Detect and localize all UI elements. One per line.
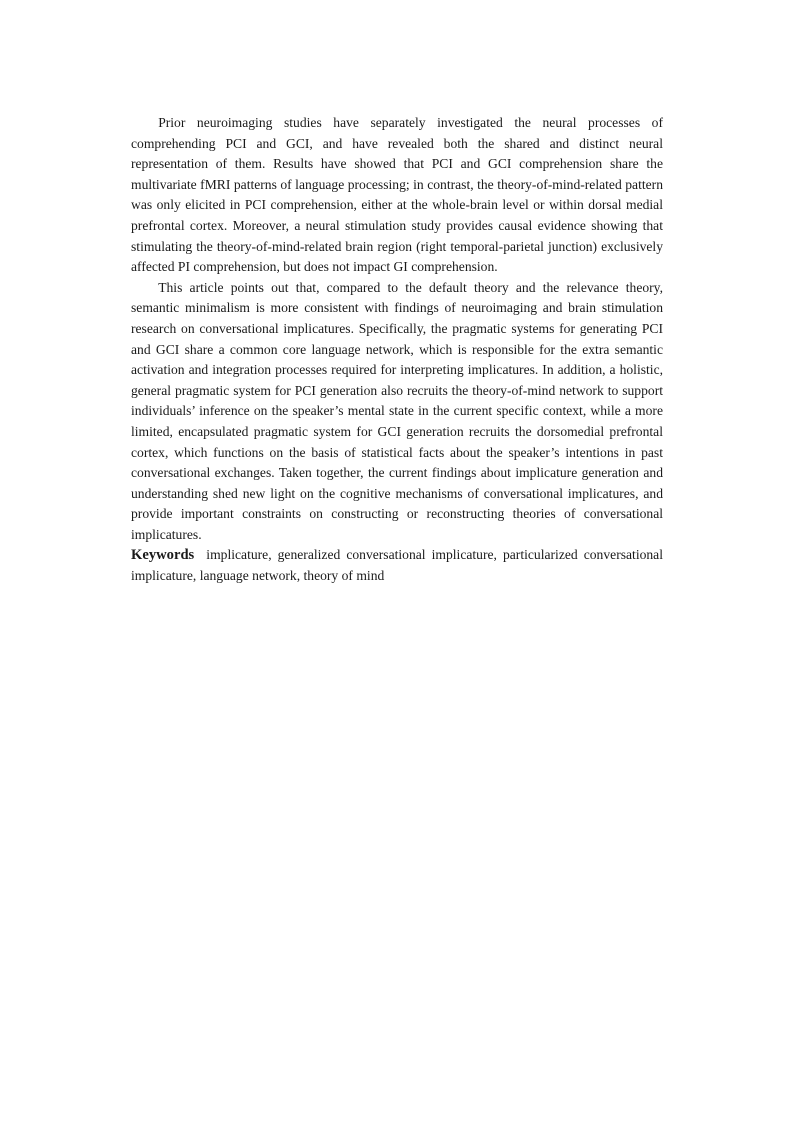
- keywords-line: [131, 545, 663, 586]
- abstract-paragraph-1: Prior neuroimaging studies have separately investigated the neural processes of comprehending PCI and GCI, and have revealed both the shared and distinct neural representation of them. Results have showed that PCI and GCI comprehension share the multivariate fMRI patterns of language processing; in contrast, the theory-of-mind-related pattern was only elicited in PCI comprehension, either at the whole-brain level or within dorsal medial prefrontal cortex. Moreover, a neural stimulation study provides causal evidence showing that stimulating the theory-of-mind-related brain region (right temporal-parietal junction) exclusively affected PI comprehension, but does not impact GI comprehension.: [131, 115, 663, 275]
- keywords-label: Keywords: [131, 547, 195, 564]
- abstract-paragraph-2: This article points out that, compared to the default theory and the relevance theory, semantic minimalism is more consistent with findings of neuroimaging and brain stimulation research on conversational implicatures. Specifically, the pragmatic systems for generating PCI and GCI share a common core language network, which is responsible for the extra semantic activation and integration processes required for interpreting implicatures. In addition, a holistic, general pragmatic system for PCI generation also recruits the theory-of-mind network to support individuals’ inference on the speaker’s mental state in the current specific context, while a more limited, encapsulated pragmatic system for GCI generation recruits the dorsomedial prefrontal cortex, which functions on the basis of statistical facts about the speaker’s intentions in past conversational exchanges. Taken together, the current findings about implicature generation and understanding shed new light on the cognitive mechanisms of conversational implicatures, and provide important constraints on constructing or reconstructing theories of conversational implicatures.: [131, 279, 663, 542]
- keywords-text: implicature, generalized conversational implicature, particularized conversational implicature, language network, theory of mind: [131, 547, 663, 584]
- abstract-section: [131, 113, 663, 587]
